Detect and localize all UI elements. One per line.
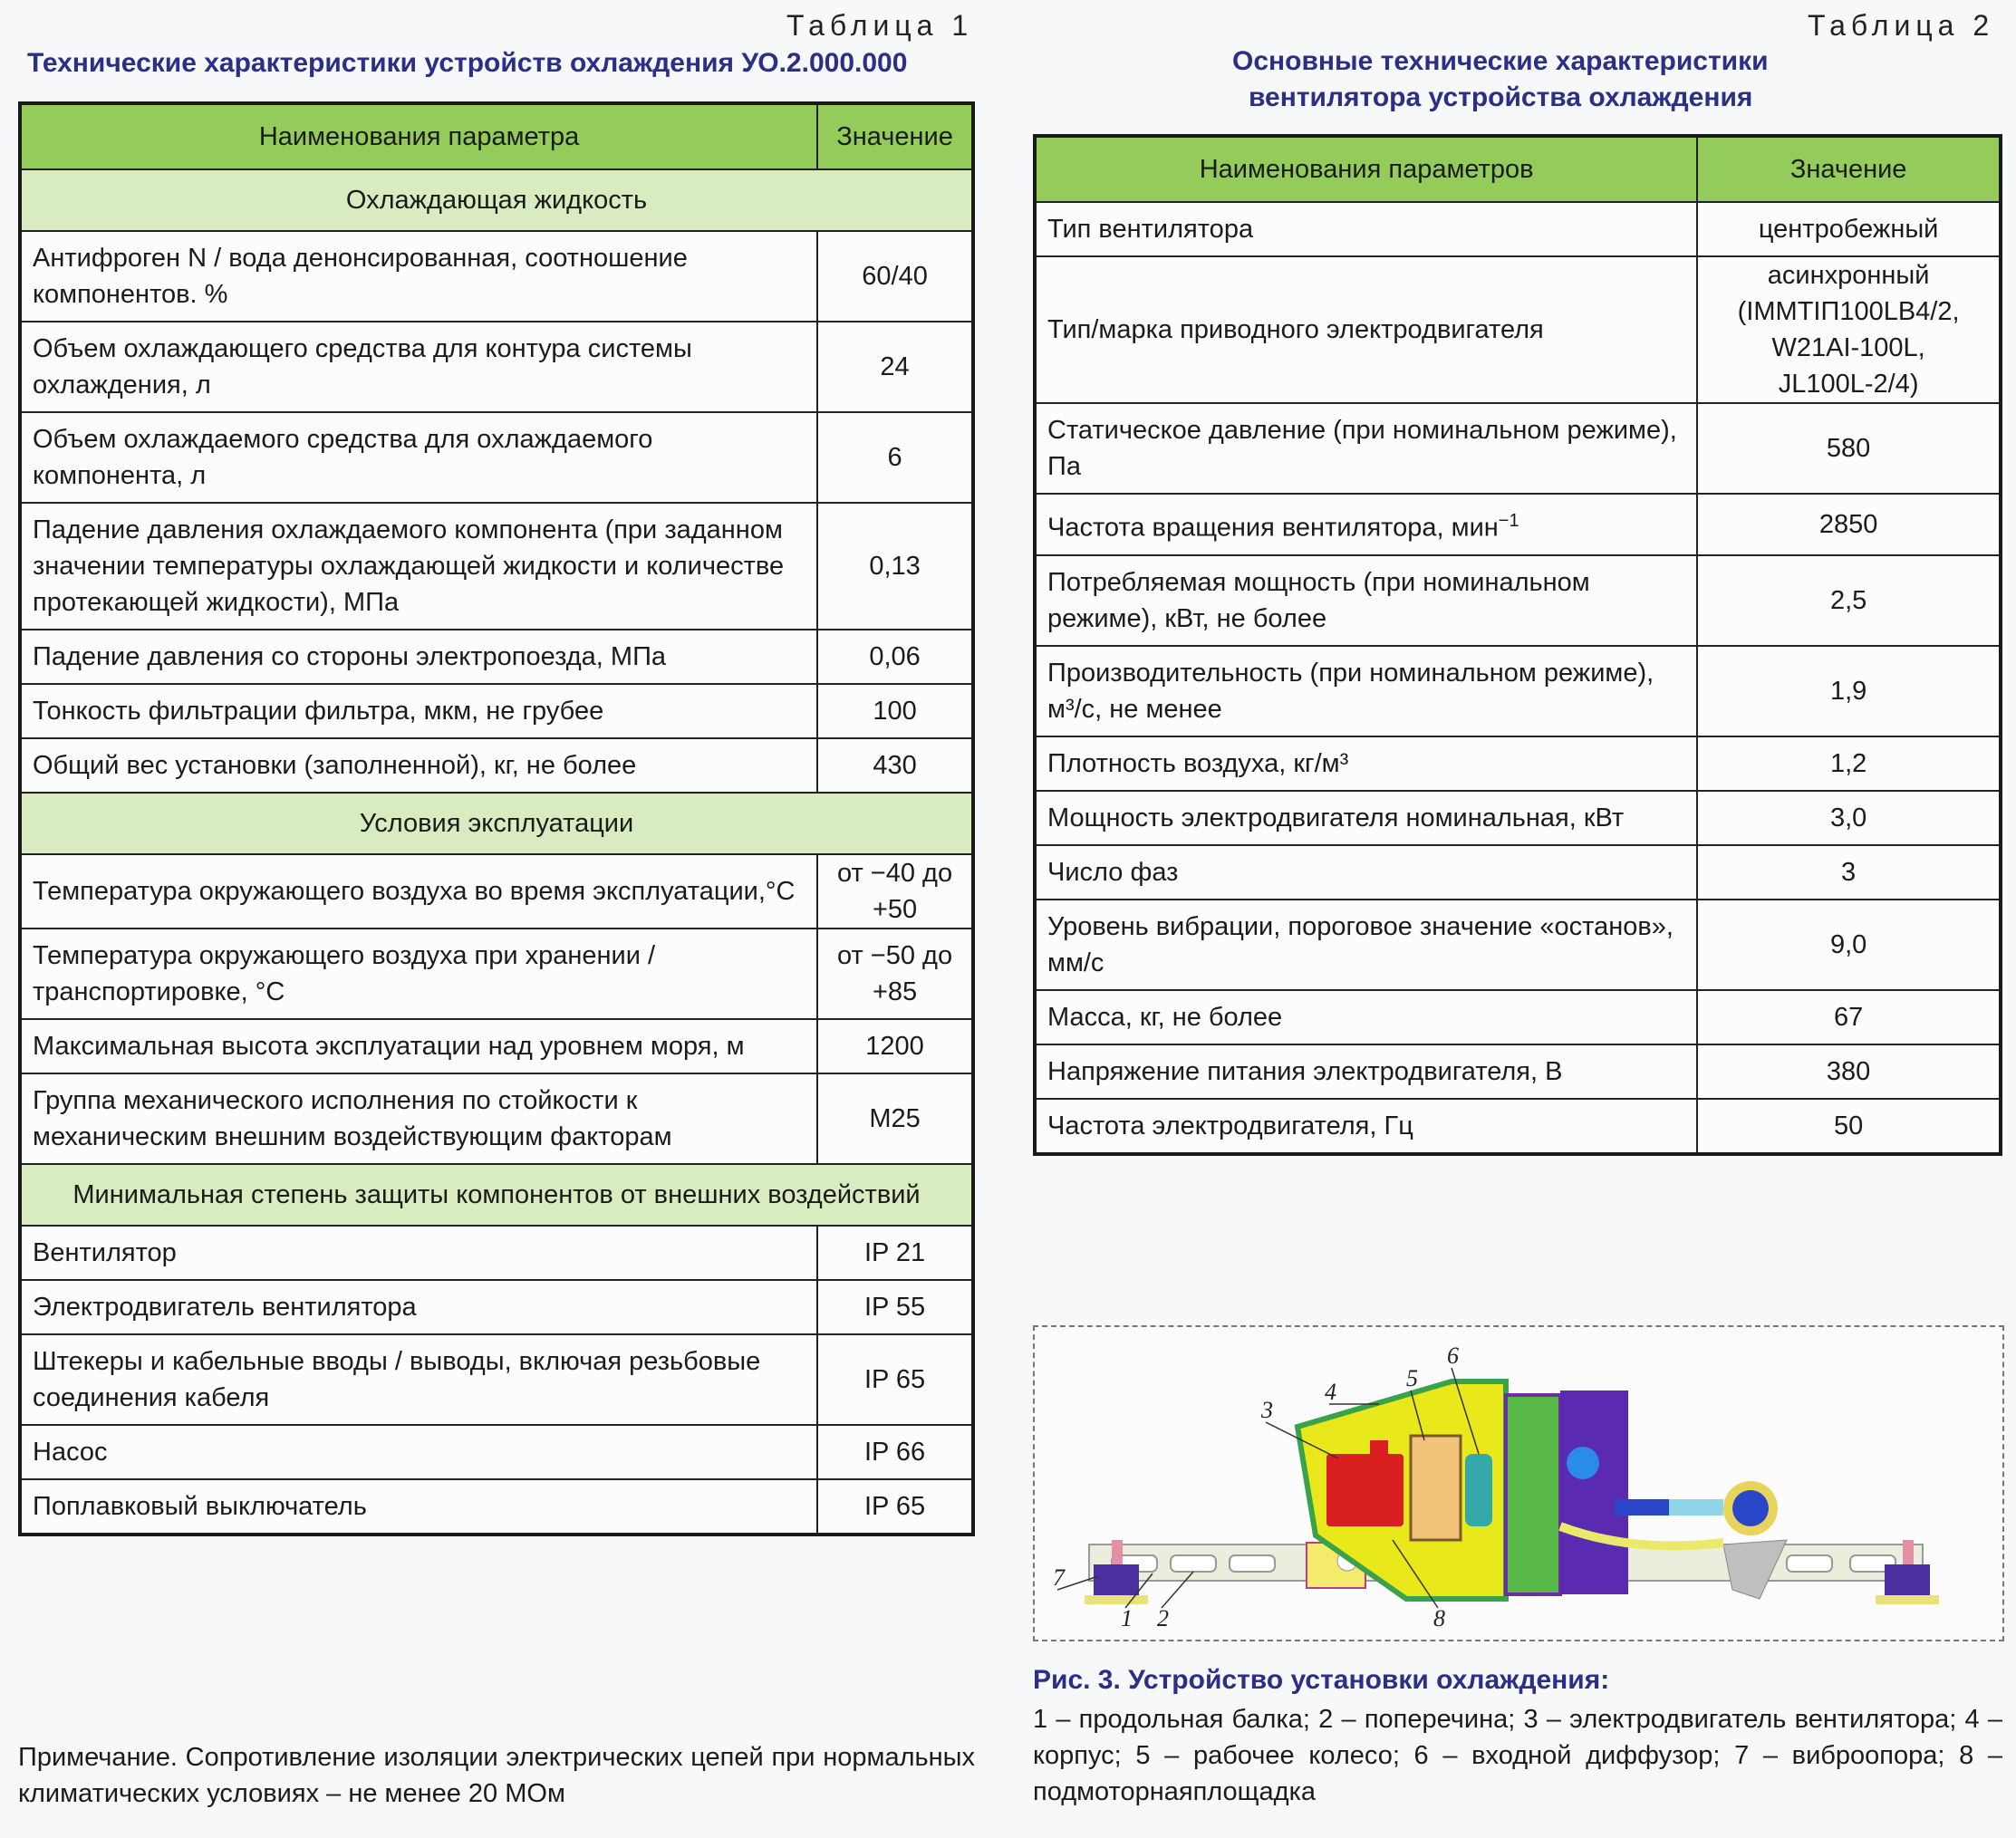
- table1-param-cell: Электродвигатель вентилятора: [20, 1280, 817, 1334]
- table1-row: [20, 322, 973, 412]
- callout-5: 5: [1406, 1365, 1418, 1391]
- table1-value-cell: 0,06: [817, 630, 973, 684]
- table2-row: [1035, 900, 2001, 990]
- table2-param-text: Напряжение питания электродвигателя, В: [1047, 1056, 1563, 1086]
- table2-value-cell: 3,0: [1697, 791, 2001, 845]
- table2-value-cell: 2850: [1697, 494, 2001, 555]
- table1-value-cell: 100: [817, 684, 973, 738]
- table2-param-text: Статическое давление (при номинальном режиме), Па: [1047, 416, 1677, 481]
- table1-row: [20, 412, 973, 503]
- table1-param-cell: Поплавковый выключатель: [20, 1479, 817, 1535]
- fan-motor: [1326, 1454, 1403, 1526]
- table2-param-text: Уровень вибрации, пороговое значение «останов», мм/с: [1047, 911, 1674, 977]
- table1-param-cell: Группа механического исполнения по стойкости к механическим внешним воздействующим факторам: [20, 1073, 817, 1164]
- table2-param-text: Тип вентилятора: [1047, 215, 1254, 244]
- table2-value-cell: 2,5: [1697, 555, 2001, 646]
- table2-value-cell: 50: [1697, 1099, 2001, 1154]
- table1-value-cell: IP 21: [817, 1226, 973, 1280]
- table1-param-cell: Тонкость фильтрации фильтра, мкм, не грубее: [20, 684, 817, 738]
- table2-param-text: Тип/марка приводного электродвигателя: [1047, 315, 1544, 344]
- table2-param-cell: [1035, 990, 1697, 1044]
- table2-param-text: Мощность электродвигателя номинальная, кВт: [1047, 803, 1625, 832]
- callout-3: 3: [1261, 1397, 1273, 1423]
- callout-2: 2: [1157, 1605, 1169, 1631]
- figure-caption-title: Рис. 3. Устройство установки охлаждения:: [1033, 1665, 1610, 1695]
- table2-param-superscript: −1: [1498, 511, 1519, 531]
- table2-param-text: Масса, кг, не более: [1047, 1002, 1283, 1032]
- table2-row: [1035, 1099, 2001, 1154]
- table1-row: [20, 630, 973, 684]
- table1-row: [20, 503, 973, 630]
- table1-section-title: Охлаждающая жидкость: [20, 169, 973, 231]
- table1-row: [20, 738, 973, 793]
- callout-1: 1: [1121, 1605, 1133, 1631]
- table1-row: [20, 1425, 973, 1479]
- callout-7: 7: [1053, 1564, 1065, 1591]
- table1-row: [20, 1226, 973, 1280]
- table1-value-cell: 430: [817, 738, 973, 793]
- table1-param-cell: Максимальная высота эксплуатации над уровнем моря, м: [20, 1019, 817, 1073]
- green-panel: [1506, 1395, 1560, 1594]
- table2-header-row: [1035, 136, 2001, 202]
- table2-row: [1035, 791, 2001, 845]
- cooling-unit-drawing: [1035, 1327, 2002, 1640]
- table1-label: Таблица 1: [786, 9, 974, 42]
- table2-header-param: Наименования параметров: [1035, 136, 1697, 202]
- table2-param-cell: [1035, 403, 1697, 494]
- table1-value-cell: 0,13: [817, 503, 973, 630]
- table1-param-cell: Температура окружающего воздуха при хранении / транспортировке, °С: [20, 929, 817, 1019]
- table2-param-cell: [1035, 1044, 1697, 1099]
- table2-param-cell: [1035, 555, 1697, 646]
- callout-4: 4: [1325, 1379, 1336, 1405]
- table2-param-cell: [1035, 736, 1697, 791]
- table2-value-cell: 67: [1697, 990, 2001, 1044]
- table1-section-row: [20, 793, 973, 854]
- table2-param-cell: [1035, 1099, 1697, 1154]
- table2-row: [1035, 494, 2001, 555]
- table2-row: [1035, 256, 2001, 403]
- table1-param-cell: Объем охлаждающего средства для контура системы охлаждения, л: [20, 322, 817, 412]
- table1-value-cell: 1200: [817, 1019, 973, 1073]
- table2-value-cell: 1,9: [1697, 646, 2001, 736]
- table1-param-cell: Антифроген N / вода денонсированная, соотношение компонентов. %: [20, 231, 817, 322]
- table1-row: [20, 1334, 973, 1425]
- table1-value-cell: 60/40: [817, 231, 973, 322]
- table2-param-text: Частота вращения вентилятора, мин: [1047, 513, 1499, 543]
- table1-value-cell: от −50 до +85: [817, 929, 973, 1019]
- table1-value-cell: IP 66: [817, 1425, 973, 1479]
- table2-row: [1035, 403, 2001, 494]
- table2-param-text: Число фаз: [1047, 857, 1179, 887]
- table1-row: [20, 684, 973, 738]
- table1-param-cell: Вентилятор: [20, 1226, 817, 1280]
- table2-param-cell: [1035, 256, 1697, 403]
- table1-value-cell: IP 55: [817, 1280, 973, 1334]
- table2-row: [1035, 845, 2001, 900]
- impeller: [1411, 1436, 1461, 1540]
- table1-param-cell: Штекеры и кабельные вводы / выводы, включая резьбовые соединения кабеля: [20, 1334, 817, 1425]
- table1-value-cell: IP 65: [817, 1479, 973, 1535]
- table2-value-cell: 1,2: [1697, 736, 2001, 791]
- table2-value-cell: центробежный: [1697, 202, 2001, 256]
- table1: [18, 101, 975, 1536]
- table1-value-cell: от −40 до +50: [817, 854, 973, 929]
- table2-param-cell: [1035, 845, 1697, 900]
- table1-value-cell: IP 65: [817, 1334, 973, 1425]
- table1-value-cell: 6: [817, 412, 973, 503]
- table1-header-param: Наименования параметра: [20, 103, 817, 169]
- inlet-diffuser: [1465, 1454, 1492, 1526]
- purple-block: [1560, 1391, 1628, 1594]
- table2-label: Таблица 2: [1808, 9, 1995, 42]
- table1-section-row: [20, 1164, 973, 1226]
- table1-header-row: [20, 103, 973, 169]
- table1-param-cell: Объем охлаждаемого средства для охлаждаемого компонента, л: [20, 412, 817, 503]
- table2-param-text: Частота электродвигателя, Гц: [1047, 1111, 1413, 1140]
- table2-param-cell: [1035, 791, 1697, 845]
- table2-header-value: Значение: [1697, 136, 2001, 202]
- table1-row: [20, 1019, 973, 1073]
- table2-param-text: Плотность воздуха, кг/м³: [1047, 748, 1349, 778]
- table1-value-cell: 24: [817, 322, 973, 412]
- table2-row: [1035, 202, 2001, 256]
- callout-6: 6: [1447, 1342, 1459, 1369]
- table2-value-cell: 9,0: [1697, 900, 2001, 990]
- table2-value-cell: асинхронный (IMMTIП100LB4/2, W21AI-100L, JL100L-2/4): [1697, 256, 2001, 403]
- table2-value-cell: 3: [1697, 845, 2001, 900]
- table2-param-cell: [1035, 900, 1697, 990]
- figure-caption-body: 1 – продольная балка; 2 – поперечина; 3 – электродвигатель вентилятора; 4 – корпус; 5 – рабочее колесо; 6 – входной диффузор; 7 – виброопора; 8 – подмоторнаяплощадка: [1033, 1705, 2002, 1806]
- table1-row: [20, 1479, 973, 1535]
- table2-row: [1035, 1044, 2001, 1099]
- table2-row: [1035, 646, 2001, 736]
- table1-param-cell: Падение давления со стороны электропоезда, МПа: [20, 630, 817, 684]
- table2-row: [1035, 555, 2001, 646]
- table1-header-value: Значение: [817, 103, 973, 169]
- table1-row: [20, 1073, 973, 1164]
- table2-title-line2: вентилятора устройства охлаждения: [1249, 82, 1753, 112]
- cooling-unit-figure: [1033, 1325, 2004, 1641]
- callout-8: 8: [1433, 1605, 1445, 1631]
- table1-section-title: Минимальная степень защиты компонентов от внешних воздействий: [20, 1164, 973, 1226]
- table1-row: [20, 1280, 973, 1334]
- table1-value-cell: М25: [817, 1073, 973, 1164]
- table1-row: [20, 231, 973, 322]
- table2-param-cell: [1035, 202, 1697, 256]
- table2-param-text: Производительность (при номинальном режиме), м³/с, не менее: [1047, 658, 1654, 724]
- table1-param-cell: Насос: [20, 1425, 817, 1479]
- table1-section-title: Условия эксплуатации: [20, 793, 973, 854]
- table2-row: [1035, 736, 2001, 791]
- table2-param-cell: [1035, 494, 1697, 555]
- table1-param-cell: Температура окружающего воздуха во время эксплуатации,°С: [20, 854, 817, 929]
- table2: [1033, 134, 2002, 1156]
- table2-row: [1035, 990, 2001, 1044]
- table2-param-cell: [1035, 646, 1697, 736]
- table1-param-cell: Падение давления охлаждаемого компонента (при заданном значении температуры охлаждающей жидкости и количестве протекающей жидкости), МПа: [20, 503, 817, 630]
- table1-title: Технические характеристики устройств охлаждения УО.2.000.000: [27, 48, 908, 78]
- table2-param-text: Потребляемая мощность (при номинальном режиме), кВт, не более: [1047, 567, 1590, 633]
- table2-title-line1: Основные технические характеристики: [1232, 46, 1769, 76]
- table2-value-cell: 380: [1697, 1044, 2001, 1099]
- table1-note: Примечание. Сопротивление изоляции электрических цепей при нормальных климатических условиях – не менее 20 МОм: [18, 1743, 975, 1808]
- table1-row: [20, 854, 973, 929]
- table1-param-cell: Общий вес установки (заполненной), кг, не более: [20, 738, 817, 793]
- table1-row: [20, 929, 973, 1019]
- table2-value-cell: 580: [1697, 403, 2001, 494]
- table1-section-row: [20, 169, 973, 231]
